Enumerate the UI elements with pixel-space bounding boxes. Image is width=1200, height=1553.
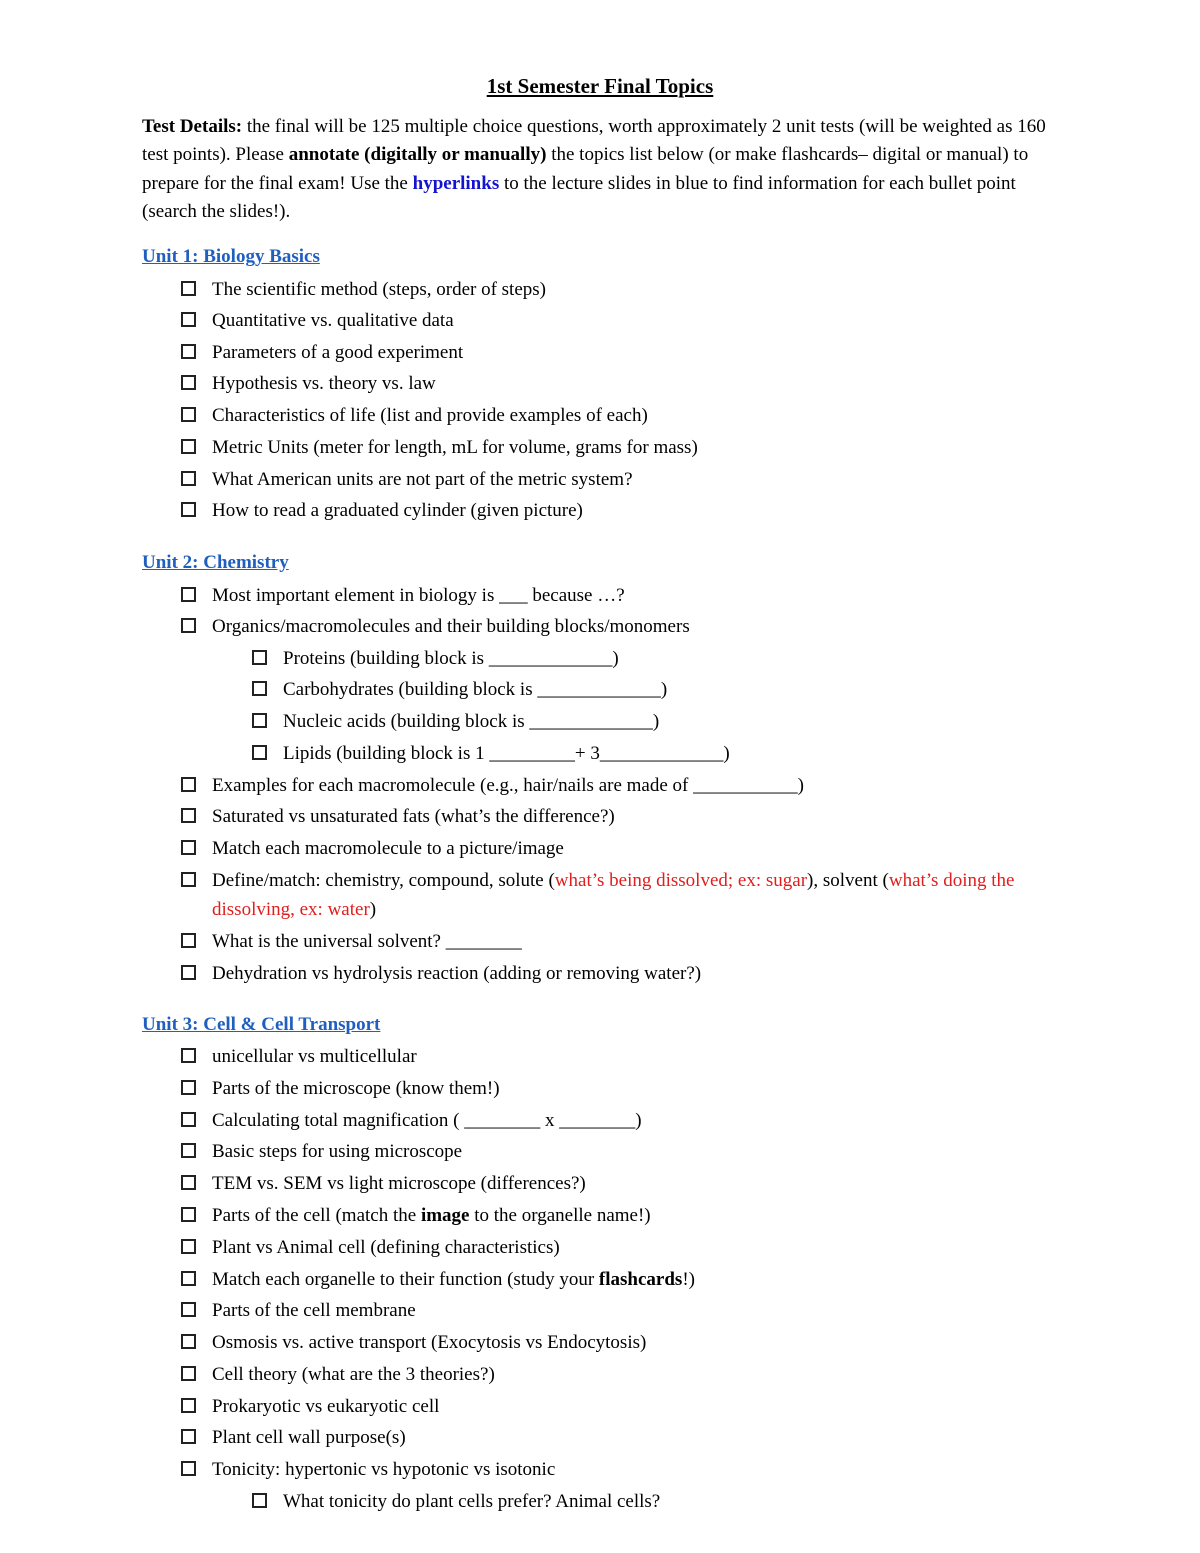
checkbox[interactable] xyxy=(181,439,196,454)
list-item: Prokaryotic vs eukaryotic cell xyxy=(212,1396,440,1417)
solute-note: what’s being dissolved; ex: sugar xyxy=(554,870,808,891)
list-item: Metric Units (meter for length, mL for volume, grams for mass) xyxy=(212,437,698,458)
list-item: Plant vs Animal cell (defining characteristics) xyxy=(212,1237,560,1258)
list-item: Plant cell wall purpose(s) xyxy=(212,1427,406,1448)
sub-list-item: Lipids (building block is 1 _________+ 3_____________) xyxy=(283,743,730,764)
list-item: Saturated vs unsaturated fats (what’s the difference?) xyxy=(212,806,615,827)
list-item: How to read a graduated cylinder (given picture) xyxy=(212,500,583,521)
checkbox[interactable] xyxy=(181,618,196,633)
cell-parts-text-a: Parts of the cell (match the xyxy=(212,1205,421,1226)
page-title: 1st Semester Final Topics xyxy=(486,74,714,98)
test-details-label: Test Details: xyxy=(142,116,243,137)
cell-parts-bold: image xyxy=(420,1205,470,1226)
checkbox[interactable] xyxy=(252,650,267,665)
list-item: Calculating total magnification ( ________ x ________) xyxy=(212,1110,642,1131)
unit-3-heading-link[interactable]: Unit 3: Cell & Cell Transport xyxy=(142,1014,381,1035)
list-item-organelle xyxy=(212,1265,1062,1294)
list-item: unicellular vs multicellular xyxy=(212,1046,417,1067)
checkbox[interactable] xyxy=(181,1048,196,1063)
checkbox[interactable] xyxy=(181,587,196,602)
details-text-1: the final will be 125 multiple choice questions, worth approximately 2 unit tests (will be weighted as 160 test points). Please xyxy=(142,116,1046,166)
details-bold-annotate: annotate (digitally or manually) xyxy=(288,144,547,166)
list-item: Dehydration vs hydrolysis reaction (adding or removing water?) xyxy=(212,963,702,984)
checkbox[interactable] xyxy=(181,1080,196,1095)
details-text-3: to the lecture slides in blue to find information for each bullet point (search the slides!). xyxy=(142,172,1016,222)
details-text-2: the topics list below (or make flashcards– digital or manual) to prepare for the final exam! Use the xyxy=(142,144,1029,194)
list-item: Parameters of a good experiment xyxy=(212,342,464,363)
solvent-note: what’s doing the dissolving, ex: water xyxy=(212,870,1015,920)
list-item: Characteristics of life (list and provide examples of each) xyxy=(212,405,648,426)
list-item: The scientific method (steps, order of steps) xyxy=(212,279,546,300)
organelle-text-b: !) xyxy=(682,1269,695,1290)
unit-1-heading-link[interactable]: Unit 1: Biology Basics xyxy=(142,246,320,267)
sub-list-item: Carbohydrates (building block is _____________) xyxy=(283,679,668,700)
checkbox[interactable] xyxy=(252,681,267,696)
checkbox[interactable] xyxy=(181,1112,196,1127)
checkbox[interactable] xyxy=(181,375,196,390)
list-item: Match each macromolecule to a picture/image xyxy=(212,838,564,859)
checkbox[interactable] xyxy=(181,502,196,517)
list-item: Tonicity: hypertonic vs hypotonic vs isotonic xyxy=(212,1459,556,1480)
checkbox[interactable] xyxy=(181,1143,196,1158)
define-text-b: ), solvent ( xyxy=(807,870,889,891)
checkbox[interactable] xyxy=(181,965,196,980)
checkbox[interactable] xyxy=(181,1429,196,1444)
sub-list-item: Nucleic acids (building block is _____________) xyxy=(283,711,660,732)
checkbox[interactable] xyxy=(181,840,196,855)
checkbox[interactable] xyxy=(252,745,267,760)
checkbox[interactable] xyxy=(252,1493,267,1508)
checkbox[interactable] xyxy=(181,1302,196,1317)
list-item: Hypothesis vs. theory vs. law xyxy=(212,373,436,394)
organelle-bold: flashcards xyxy=(598,1269,683,1290)
list-item: Organics/macromolecules and their building blocks/monomers xyxy=(212,616,690,637)
list-item: TEM vs. SEM vs light microscope (differences?) xyxy=(212,1173,586,1194)
list-item: What American units are not part of the metric system? xyxy=(212,469,633,490)
checkbox[interactable] xyxy=(181,471,196,486)
checkbox[interactable] xyxy=(181,1239,196,1254)
list-item: Parts of the cell membrane xyxy=(212,1300,416,1321)
list-item-cell-parts xyxy=(212,1201,1062,1230)
list-item: Examples for each macromolecule (e.g., hair/nails are made of ___________) xyxy=(212,775,804,796)
list-item: Parts of the microscope (know them!) xyxy=(212,1078,500,1099)
sub-list-item: What tonicity do plant cells prefer? Animal cells? xyxy=(283,1491,661,1512)
list-item: Quantitative vs. qualitative data xyxy=(212,310,454,331)
checkbox[interactable] xyxy=(181,1366,196,1381)
list-item: Most important element in biology is ___ because …? xyxy=(212,585,625,606)
checkbox[interactable] xyxy=(181,1398,196,1413)
checkbox[interactable] xyxy=(181,777,196,792)
sub-list-item: Proteins (building block is _____________) xyxy=(283,648,619,669)
define-text-a: Define/match: chemistry, compound, solute ( xyxy=(212,870,555,891)
checkbox[interactable] xyxy=(181,808,196,823)
list-item: Osmosis vs. active transport (Exocytosis vs Endocytosis) xyxy=(212,1332,647,1353)
unit-2-heading-link[interactable]: Unit 2: Chemistry xyxy=(142,552,289,573)
checkbox[interactable] xyxy=(181,312,196,327)
checkbox[interactable] xyxy=(181,281,196,296)
cell-parts-text-b: to the organelle name!) xyxy=(469,1205,651,1226)
test-details-paragraph xyxy=(142,113,1052,226)
list-item: Cell theory (what are the 3 theories?) xyxy=(212,1364,495,1385)
define-text-c: ) xyxy=(369,899,377,920)
list-item-define xyxy=(212,866,1042,924)
checkbox[interactable] xyxy=(181,1334,196,1349)
checkbox[interactable] xyxy=(181,872,196,887)
checkbox[interactable] xyxy=(181,933,196,948)
checkbox[interactable] xyxy=(181,1207,196,1222)
checkbox[interactable] xyxy=(181,344,196,359)
checkbox[interactable] xyxy=(252,713,267,728)
list-item: What is the universal solvent? ________ xyxy=(212,931,522,952)
hyperlinks-link[interactable]: hyperlinks xyxy=(412,172,500,194)
checkbox[interactable] xyxy=(181,407,196,422)
checkbox[interactable] xyxy=(181,1461,196,1476)
list-item: Basic steps for using microscope xyxy=(212,1141,463,1162)
checkbox[interactable] xyxy=(181,1175,196,1190)
checkbox[interactable] xyxy=(181,1271,196,1286)
organelle-text-a: Match each organelle to their function (study your xyxy=(212,1269,599,1290)
